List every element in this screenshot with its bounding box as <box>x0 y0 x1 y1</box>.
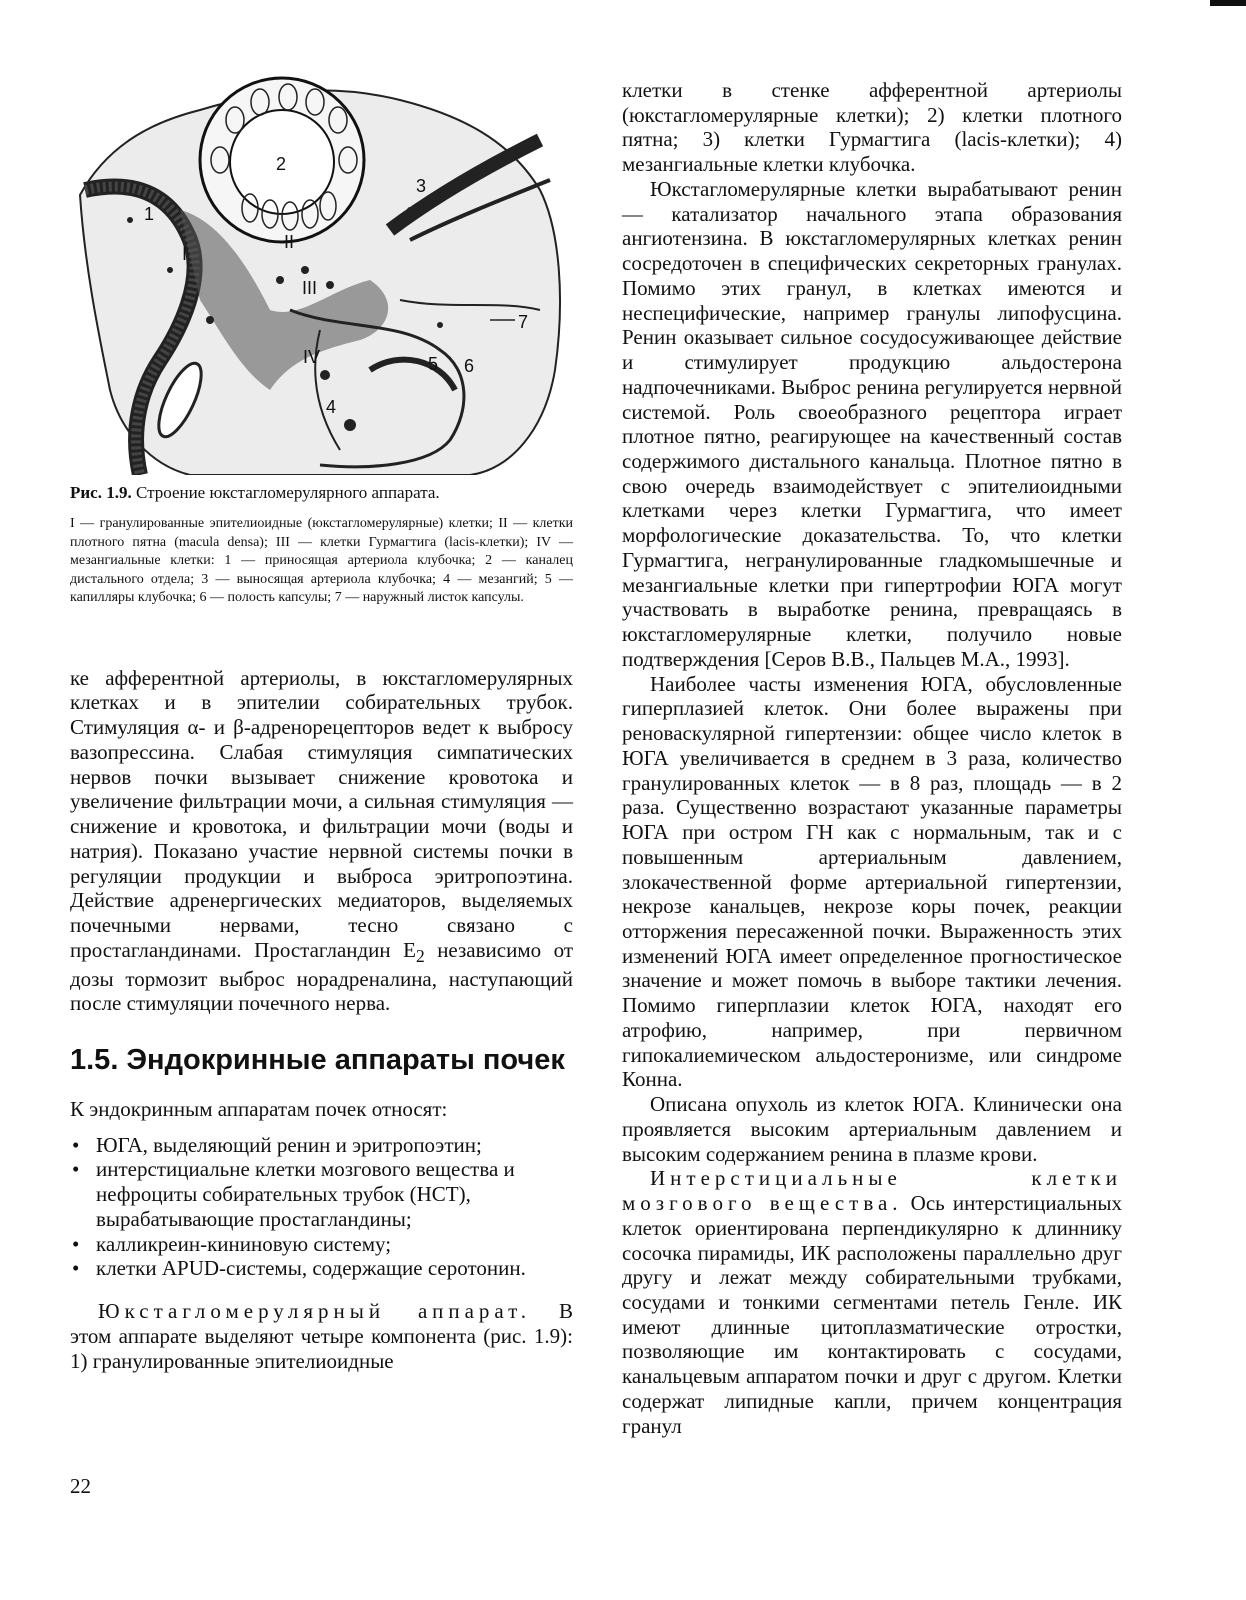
list-item: • интерстициальне клетки мозгового вещества и нефроциты собирательных трубок (НСТ), вырабатывающие простагландины; <box>70 1157 573 1231</box>
paragraph-continued-text: ке афферентной артериолы, в юкстагломерулярных клетках и в эпителии собирательных трубок. Стимуляция α- и β-адренорецепторов ведет к выбросу вазопрессина. Слабая стимуляция симпатических нервов почки вызывает снижение кровотока и увеличение фильтрации мочи, а сильная стимуляция — снижение и кровотока, и фильтрации мочи (воды и натрия). Показано участие нервной системы почки в регуляции продукции и выброса эритропоэтина. Действие адренергических медиаторов, выделяемых почечными нервами, тесно связано с простагландинами. Простагландин E <box>70 665 573 962</box>
jga-term: Юкстагломерулярный аппарат. <box>98 1299 532 1324</box>
figure-caption-text: Строение юкстагломерулярного аппарата. <box>135 483 440 502</box>
figure-jga <box>70 70 573 475</box>
jga-paragraph-block <box>70 1299 573 1373</box>
subscript-2: 2 <box>415 946 425 966</box>
ik-text: Ось интерстициальных клеток ориентирована перпендикулярно к длиннику сосочка пирамиды, ИК расположены параллельно друг другу и лежат между собирательными трубками, сосудами и тонкими сегментами петель Генле. ИК имеют длинные цитоплазматические отростки, позволяющие им контактировать с сосудами, канальцевым аппаратом почки и друг с другом. Клетки содержат липидные капли, причем концентрация гранул <box>622 1191 1122 1438</box>
paragraph-2: Юкстагломерулярные клетки вырабатывают ренин — катализатор начального этапа образования ангиотензина. В юкстагломерулярных клетках ренин сосредоточен в специфических секреторных гранулах. Помимо этих гранул, в клетках имеются и неспецифические, например гранулы липофусцина. Ренин оказывает сильное сосудосуживающее действие и стимулирует продукцию альдостерона надпочечниками. Выброс ренина регулируется нервной системой. Роль своеобразного рецептора играет плотное пятно, реагирующее на качественный состав содержимого дистального канальца. Плотное пятно в свою очередь взаимодействует с эпителиоидными клетками через клетки Гурмагтига, что имеет морфологические доказательства. То, что клетки Гурмагтига, негранулированные гладкомышечные и мезангиальные клетки при гипертрофии ЮГА могут участвовать в выработке ренина, превращаясь в юкстагломерулярные клетки, получило новые подтверждения [Серов В.В., Пальцев М.А., 1993]. <box>622 176 1122 671</box>
list-item: • ЮГА, выделяющий ренин и эритропоэтин; <box>70 1133 573 1158</box>
left-body <box>70 666 573 1016</box>
label-II: II <box>284 232 295 252</box>
ik-term: Интерстициальные клетки мозгового вещества. <box>622 1166 1122 1216</box>
paragraph-4: Описана опухоль из клеток ЮГА. Клинически она проявляется высоким артериальным давлением и высоким содержанием ренина в плазме крови. <box>622 1092 1122 1166</box>
paragraph-1: клетки в стенке афферентной артериолы (юкстагломерулярные клетки); 2) клетки плотного пятна; 3) клетки Гурмагтига (lacis-клетки); 4) мезангиальные клетки клубочка. <box>622 78 1122 177</box>
label-IV: IV <box>303 347 321 367</box>
paragraph-continued <box>70 666 573 1016</box>
figure-caption-title <box>70 483 573 503</box>
figure-caption-legend: I — гранулированные эпителиоидные (юкстагломерулярные) клетки; II — клетки плотного пятна (macula densa); III — клетки Гурмагтига (lacis-клетки); IV — мезангиальные клетки: 1 — приносящая артериола клубочка; 2 — каналец дистального отдела; 3 — выносящая артериола клубочка; 4 — мезангий; 5 — капилляры клубочка; 6 — полость капсулы; 7 — наружный листок капсулы. <box>70 516 573 606</box>
label-1: 1 <box>144 204 155 224</box>
right-column <box>622 78 1122 1438</box>
jga-text: В этом аппарате выделяют четыре компонента (рис. 1.9): 1) гранулированные эпителиоидные <box>70 1299 573 1373</box>
paragraph-3: Наиболее часты изменения ЮГА, обусловленные гиперплазией клеток. Они более выражены при реноваскулярной гипертензии: общее число клеток в ЮГА увеличивается в среднем в 3 раза, количество гранулированных клеток — в 8 раз, площадь — в 2 раза. Существенно возрастают указанные параметры ЮГА при остром ГН как с нормальным, так и с повышенным артериальным давлением, злокачественной форме артериальной гипертензии, некрозе канальцев, некрозе коры почек, реакции отторжения пересаженной почки. Выраженность этих изменений ЮГА имеет определенное прогностическое значение и может помочь в выборе тактики лечения. Помимо гиперплазии клеток ЮГА, находят его атрофию, например, при первичном гипокалиемическом альдостеронизме, или синдроме Конна. <box>622 671 1122 1092</box>
label-4: 4 <box>326 397 337 417</box>
juxtaglomerular-illustration <box>70 70 573 475</box>
label-2: 2 <box>276 154 287 174</box>
figure-caption-prefix: Рис. 1.9. <box>70 483 132 502</box>
label-III: III <box>302 278 318 298</box>
jga-paragraph <box>70 1299 573 1373</box>
list-item: • клетки APUD-системы, содержащие серотонин. <box>70 1256 573 1281</box>
label-3: 3 <box>416 176 427 196</box>
paragraph-5 <box>622 1166 1122 1438</box>
label-7: 7 <box>518 312 529 332</box>
corner-mark <box>1210 0 1246 6</box>
label-6: 6 <box>464 356 475 376</box>
section-intro: К эндокринным аппаратам почек относят: <box>70 1097 448 1122</box>
label-I: I <box>182 244 188 264</box>
left-column <box>70 70 573 1373</box>
page-number: 22 <box>70 1474 91 1498</box>
endocrine-list <box>70 1133 573 1282</box>
section-heading: 1.5. Эндокринные аппараты почек <box>70 1044 565 1077</box>
label-5: 5 <box>428 354 439 374</box>
paragraph-continued-end: независимо от дозы тормозит выброс норадреналина, наступающий после стимуляции почечного нерва. <box>70 937 573 1016</box>
list-item: • калликреин-кининовую систему; <box>70 1232 573 1257</box>
